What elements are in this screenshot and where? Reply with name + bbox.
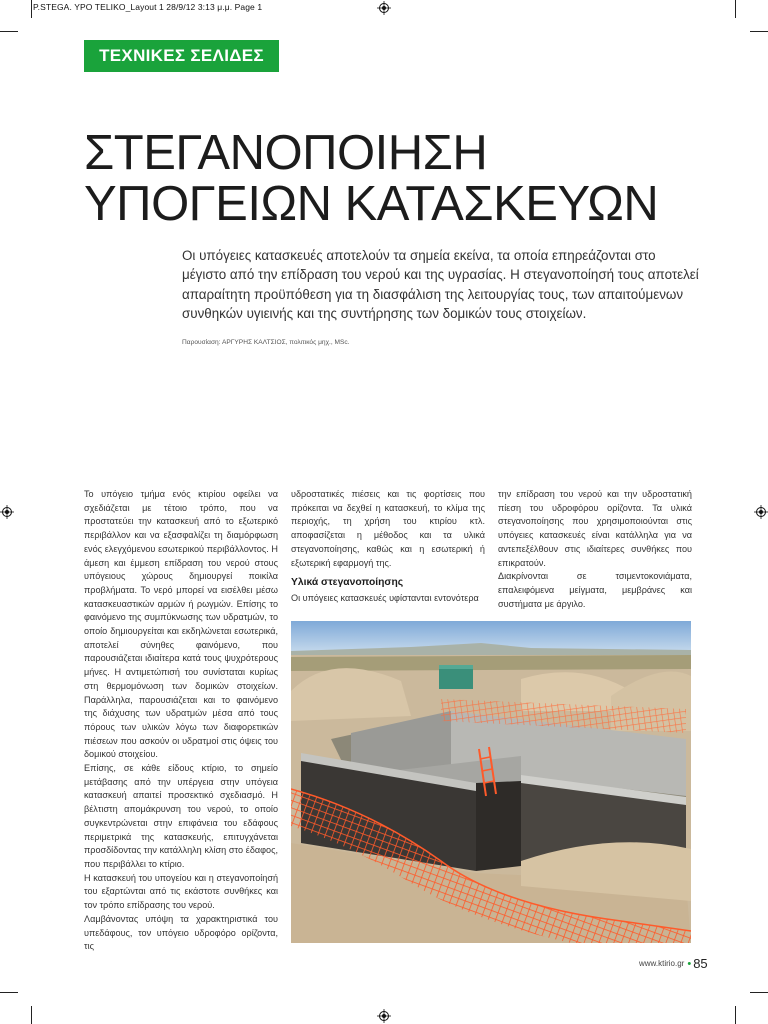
crop-mark-top-right-v bbox=[735, 0, 736, 18]
body-paragraph: την επίδραση του νερού και την υδροστατική πίεση του υδροφόρου ορίζοντα. Τα υλικά στεγανοποίησης που χρησιμοποιούνται στις υπόγειες κατασκευές είναι κατάλληλα για να αντεπεξέλθουν στις ιδιαίτερες συνθήκες που επικρατούν. bbox=[498, 489, 692, 568]
crop-mark-top-left-v bbox=[31, 0, 32, 18]
body-paragraph: Διακρίνονται σε τσιμεντοκονιάματα, επαλειφόμενα μείγματα, μεμβράνες και συστήματα με άργιλο. bbox=[498, 571, 692, 609]
page-footer bbox=[639, 956, 708, 971]
body-column-1 bbox=[84, 488, 278, 954]
body-paragraph: Επίσης, σε κάθε είδους κτίριο, το σημείο μετάβασης από την υπέργεια στην υπόγεια κατασκευή απαιτεί προσεκτικό σχεδιασμό. Η βέλτιστη απομάκρυνση του νερού, το οποίο συγκεντρώνεται στην επιφάνεια του εδάφους περιμετρικά της κατασκευής, επιτυγχάνεται προσδίδοντας την κατάλληλη κλίση στο έδαφος, που περιβάλλει το κτίριο. bbox=[84, 763, 278, 869]
crop-mark-top-left bbox=[0, 31, 18, 32]
body-column-2 bbox=[291, 488, 485, 606]
registration-mark-icon bbox=[377, 1009, 391, 1023]
body-paragraph: Λαμβάνοντας υπόψη τα χαρακτηριστικά του υπεδάφους, τον υπόγειο υδροφόρο ορίζοντα, τις bbox=[84, 913, 278, 952]
section-label: ΤΕΧΝΙΚΕΣ ΣΕΛΙΔΕΣ bbox=[84, 40, 279, 72]
article-title-line-2: ΥΠΟΓΕΙΩΝ ΚΑΤΑΣΚΕΥΩΝ bbox=[84, 177, 659, 231]
author-credit: Παρουσίαση: ΑΡΓΥΡΗΣ ΚΑΛΤΣΙΟΣ, πολιτικός μηχ., MSc. bbox=[182, 339, 350, 346]
crop-mark-bottom-left-v bbox=[31, 1006, 32, 1024]
crop-mark-bottom-right-v bbox=[735, 1006, 736, 1024]
body-paragraph: Οι υπόγειες κατασκευές υφίστανται εντονότερα bbox=[291, 592, 479, 603]
basement-construction-illustration bbox=[291, 621, 691, 943]
registration-mark-icon bbox=[754, 505, 768, 519]
website-url: www.ktirio.gr bbox=[639, 959, 685, 968]
section-subheading: Υλικά στεγανοποίησης bbox=[291, 577, 404, 589]
body-paragraph: Το υπόγειο τμήμα ενός κτιρίου οφείλει να σχεδιάζεται με τέτοιο τρόπο, που να προστατεύει την κατασκευή από το εξωτερικό περιβάλλον και να εξασφαλίζει τη διαμόρφωση ενός ελεγχόμενου εσωτερικού περιβάλλοντος. Η άμεση και έμμεση επίδραση του νερού στους υπόγειους χώρους δημιουργεί ποικίλα προβλήματα. Το νερό μπορεί να εισέλθει μέσω κατασκευαστικών αρμών ή ρωγμών. Επίσης το φαινόμενο της συμπύκνωσης των υδρατμών, το οποίο δημιουργείται και εκδηλώνεται εσωτερικά, αποτελεί σύνηθες φαινόμενο, που παρουσιάζεται ιδιαίτερα κατά τους ψυχρότερους μήνες. Η αντιμετώπισή του συνίσταται κυρίως στη θερμομόνωση των δομικών στοιχείων. Παράλληλα, παρουσιάζεται και το φαινόμενο της διάχυσης των υδρατμών μέσα από τους πόρους των υλικών λόγω των διαφορετικών πιέσεων που ασκούν οι υδρατμοί στις όψεις του δομικού στοιχείου. bbox=[84, 489, 278, 760]
crop-mark-bottom-right bbox=[750, 992, 768, 993]
body-paragraph: υδροστατικές πιέσεις και τις φορτίσεις που πρόκειται να δεχθεί η κατασκευή, το κλίμα της περιοχής, τη χρήση του κτιρίου κτλ. αποφασίζεται η μέθοδος και τα υλικά στεγανοποίησης, καθώς και η εσωτερική ή εξωτερική εφαρμογή της. bbox=[291, 489, 485, 568]
crop-mark-top-right bbox=[750, 31, 768, 32]
article-title bbox=[84, 128, 658, 230]
body-paragraph: Η κατασκευή του υπογείου και η στεγανοποίησή του εξαρτώνται από τις εκάστοτε συνθήκες και τον τρόπο επίδρασης του νερού. bbox=[84, 872, 278, 911]
construction-site-photo bbox=[291, 621, 691, 943]
body-column-3 bbox=[498, 488, 692, 611]
printer-slug: P.STEGA. YPO TELIKO_Layout 1 28/9/12 3:13 μ.μ. Page 1 bbox=[33, 2, 263, 12]
registration-mark-icon bbox=[0, 505, 14, 519]
article-title-line-1: ΣΤΕΓΑΝΟΠΟΙΗΣΗ bbox=[84, 126, 488, 180]
page-number: 85 bbox=[693, 956, 708, 971]
bullet-dot-icon: • bbox=[687, 957, 692, 970]
crop-mark-bottom-left bbox=[0, 992, 18, 993]
article-lead: Οι υπόγειες κατασκευές αποτελούν τα σημεία εκείνα, τα οποία επηρεάζονται στο μέγιστο από την επίδραση του νερού και της υγρασίας. Η στεγανοποίησή τους αποτελεί απαραίτητη προϋπόθεση για τη διασφάλιση της λειτουργίας τους, των απαιτούμενων συνθηκών υγιεινής και της συντήρησης των δομικών τους στοιχείων. bbox=[182, 248, 699, 321]
registration-mark-icon bbox=[377, 1, 391, 15]
